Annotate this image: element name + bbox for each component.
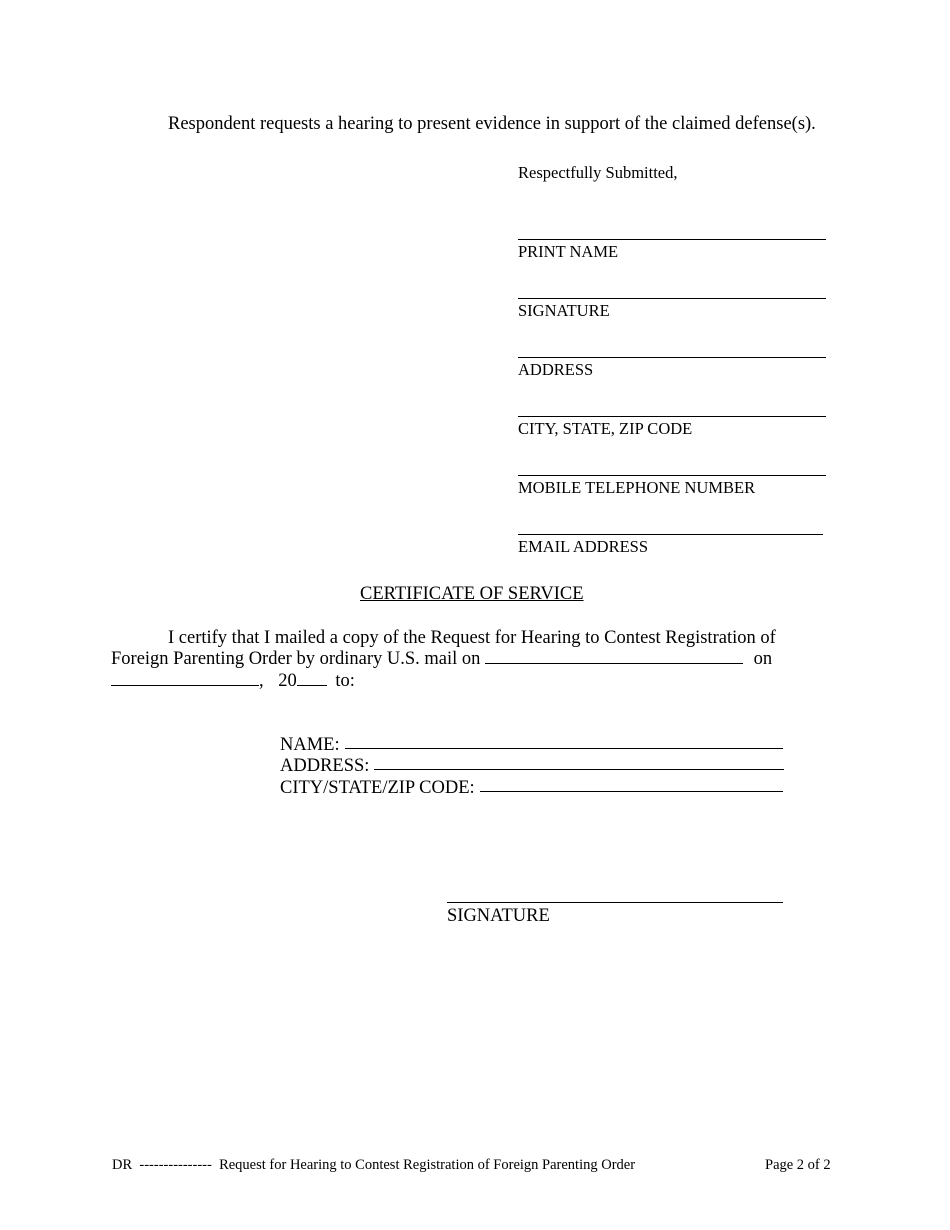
year-prefix: 20: [278, 671, 297, 691]
recipient-address-label: ADDRESS:: [280, 756, 370, 776]
certificate-signature-line[interactable]: [447, 902, 783, 903]
recipient-name-row: [280, 734, 783, 756]
hearing-request-text: Respondent requests a hearing to present evidence in support of the claimed defense(s).: [168, 114, 816, 134]
certificate-line-2-suffix: on: [753, 649, 773, 669]
recipient-city-label: CITY/STATE/ZIP CODE:: [280, 778, 475, 798]
certificate-line-3: [111, 670, 355, 692]
signature-line[interactable]: [518, 298, 826, 299]
certificate-line-1: I certify that I mailed a copy of the Request for Hearing to Contest Registration of: [168, 628, 776, 648]
closing-text: Respectfully Submitted,: [518, 163, 678, 182]
footer-form-id: DR --------------- Request for Hearing to Contest Registration of Foreign Parenting Order: [112, 1157, 636, 1173]
city-state-zip-line[interactable]: [518, 416, 826, 417]
print-name-label: PRINT NAME: [518, 242, 619, 261]
signature-label: SIGNATURE: [518, 301, 610, 320]
mail-date-blank[interactable]: [485, 649, 743, 664]
certificate-line-2: [111, 648, 772, 670]
address-line[interactable]: [518, 357, 826, 358]
mobile-phone-line[interactable]: [518, 475, 826, 476]
city-state-zip-label: CITY, STATE, ZIP CODE: [518, 419, 693, 438]
recipient-address-blank[interactable]: [374, 755, 784, 770]
print-name-line[interactable]: [518, 239, 826, 240]
email-line[interactable]: [518, 534, 823, 535]
recipient-name-blank[interactable]: [345, 734, 783, 749]
email-label: EMAIL ADDRESS: [518, 537, 649, 556]
footer-page-number: Page 2 of 2: [765, 1157, 831, 1173]
certificate-signature-label: SIGNATURE: [447, 906, 550, 926]
address-label: ADDRESS: [518, 360, 594, 379]
to-label: to:: [335, 671, 355, 691]
certificate-heading: CERTIFICATE OF SERVICE: [360, 584, 584, 604]
recipient-address-row: [280, 755, 784, 777]
recipient-city-row: [280, 777, 783, 799]
mobile-phone-label: MOBILE TELEPHONE NUMBER: [518, 478, 756, 497]
comma: ,: [259, 671, 264, 691]
certificate-line-2-prefix: Foreign Parenting Order by ordinary U.S. mail on: [111, 649, 481, 669]
recipient-name-label: NAME:: [280, 735, 340, 755]
recipient-city-blank[interactable]: [480, 777, 783, 792]
month-day-blank[interactable]: [111, 671, 259, 686]
year-blank[interactable]: [297, 671, 327, 686]
